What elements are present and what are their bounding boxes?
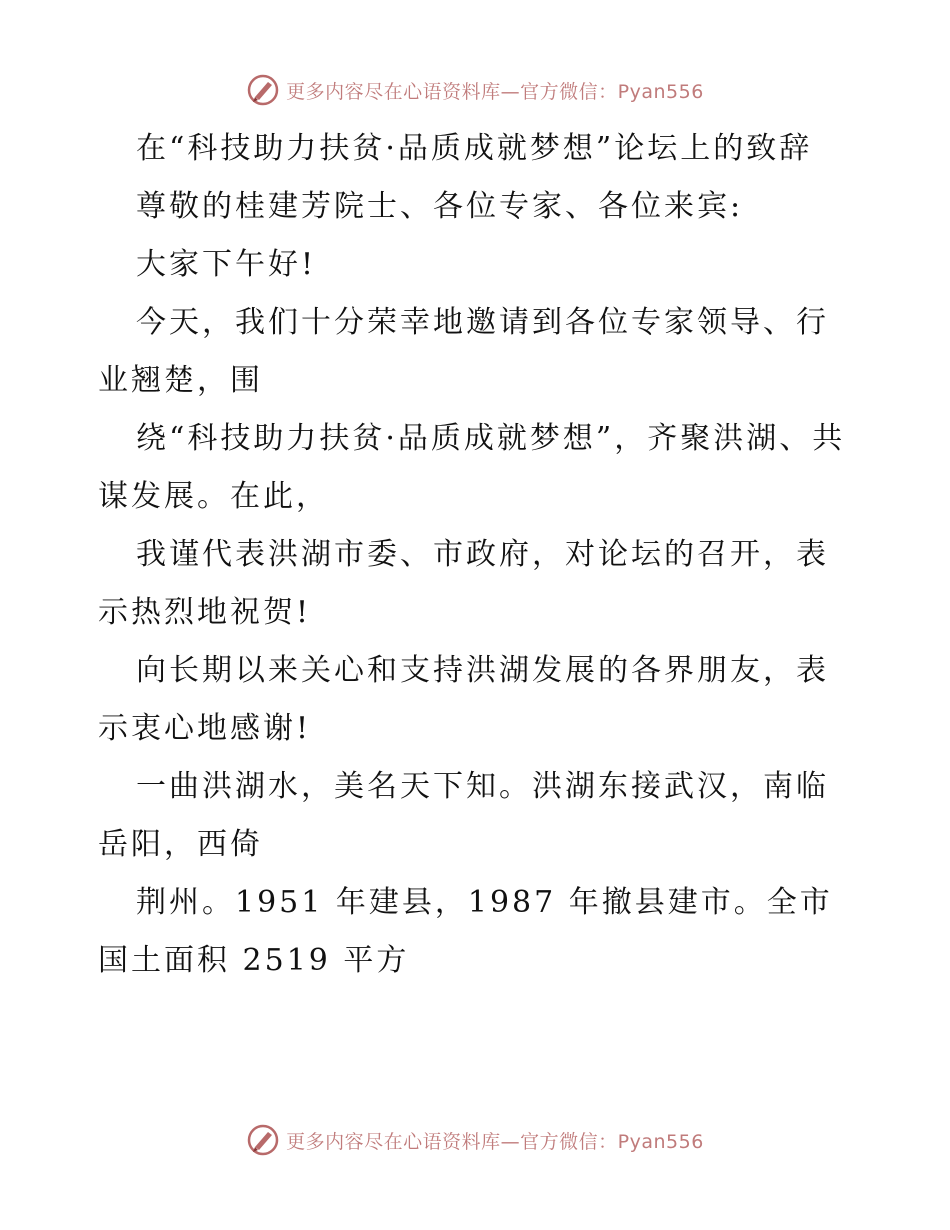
header-banner-text: 更多内容尽在心语资料库—官方微信：Pyan556 bbox=[286, 80, 704, 103]
paragraph: 今天，我们十分荣幸地邀请到各位专家领导、行业翘楚，围 bbox=[98, 305, 829, 398]
pen-logo-icon bbox=[246, 1123, 280, 1157]
paragraph: 尊敬的桂建芳院士、各位专家、各位来宾: bbox=[136, 189, 744, 224]
paragraph: 向长期以来关心和支持洪湖发展的各界朋友，表示衷心地感谢! bbox=[98, 653, 829, 746]
header-banner bbox=[0, 70, 950, 110]
footer-banner bbox=[0, 1120, 950, 1160]
pen-logo-icon bbox=[246, 73, 280, 107]
paragraph: 一曲洪湖水，美名天下知。洪湖东接武汉，南临岳阳，西倚 bbox=[98, 769, 829, 862]
paragraph: 大家下午好! bbox=[136, 247, 317, 282]
paragraph: 荆州。1951 年建县，1987 年撤县建市。全市国土面积 2519 平方 bbox=[98, 885, 833, 978]
document-title: 在“科技助力扶贫·品质成就梦想”论坛上的致辞 bbox=[136, 131, 813, 166]
paragraph: 绕“科技助力扶贫·品质成就梦想”，齐聚洪湖、共谋发展。在此， bbox=[98, 421, 846, 514]
footer-banner-text: 更多内容尽在心语资料库—官方微信：Pyan556 bbox=[286, 1130, 704, 1153]
document-body bbox=[98, 120, 858, 990]
paragraph: 我谨代表洪湖市委、市政府，对论坛的召开，表示热烈地祝贺! bbox=[98, 537, 829, 630]
